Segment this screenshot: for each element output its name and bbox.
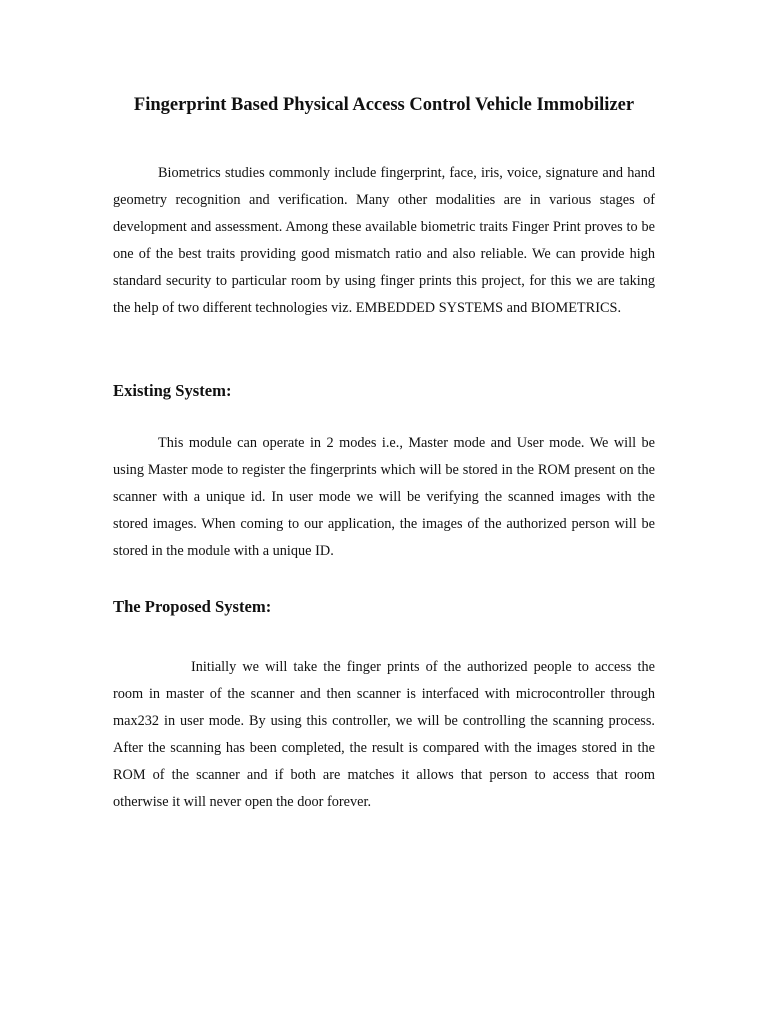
document-title: Fingerprint Based Physical Access Control Vehicle Immobilizer [133, 95, 635, 115]
section-heading-existing-system: Existing System: [113, 381, 232, 400]
existing-system-paragraph [113, 430, 655, 565]
existing-system-paragraph-text: This module can operate in 2 modes i.e., Master mode and User mode. We will be using Master mode to register the fingerprints which will be stored in the ROM present on the scanner with a unique id. In user mode we will be verifying the scanned images with the stored images. When coming to our application, the images of the authorized person will be stored in the module with a unique ID. [113, 435, 655, 559]
proposed-system-paragraph-text: Initially we will take the finger prints of the authorized people to access the room in master of the scanner and then scanner is interfaced with microcontroller through max232 in user mode. By using this controller, we will be controlling the scanning process. After the scanning has been completed, the result is compared with the images stored in the ROM of the scanner and if both are matches it allows that person to access that room otherwise it will never open the door forever. [113, 659, 655, 810]
proposed-system-paragraph [113, 654, 655, 815]
section-heading-proposed-system: The Proposed System: [113, 597, 272, 616]
intro-paragraph [113, 160, 655, 321]
intro-paragraph-text: Biometrics studies commonly include fingerprint, face, iris, voice, signature and hand geometry recognition and verification. Many other modalities are in various stages of development and assessment. Among these available biometric traits Finger Print proves to be one of the best traits providing good mismatch ratio and also reliable. We can provide high standard security to particular room by using finger prints this project, for this we are taking the help of two different technologies viz. EMBEDDED SYSTEMS and BIOMETRICS. [113, 165, 655, 316]
